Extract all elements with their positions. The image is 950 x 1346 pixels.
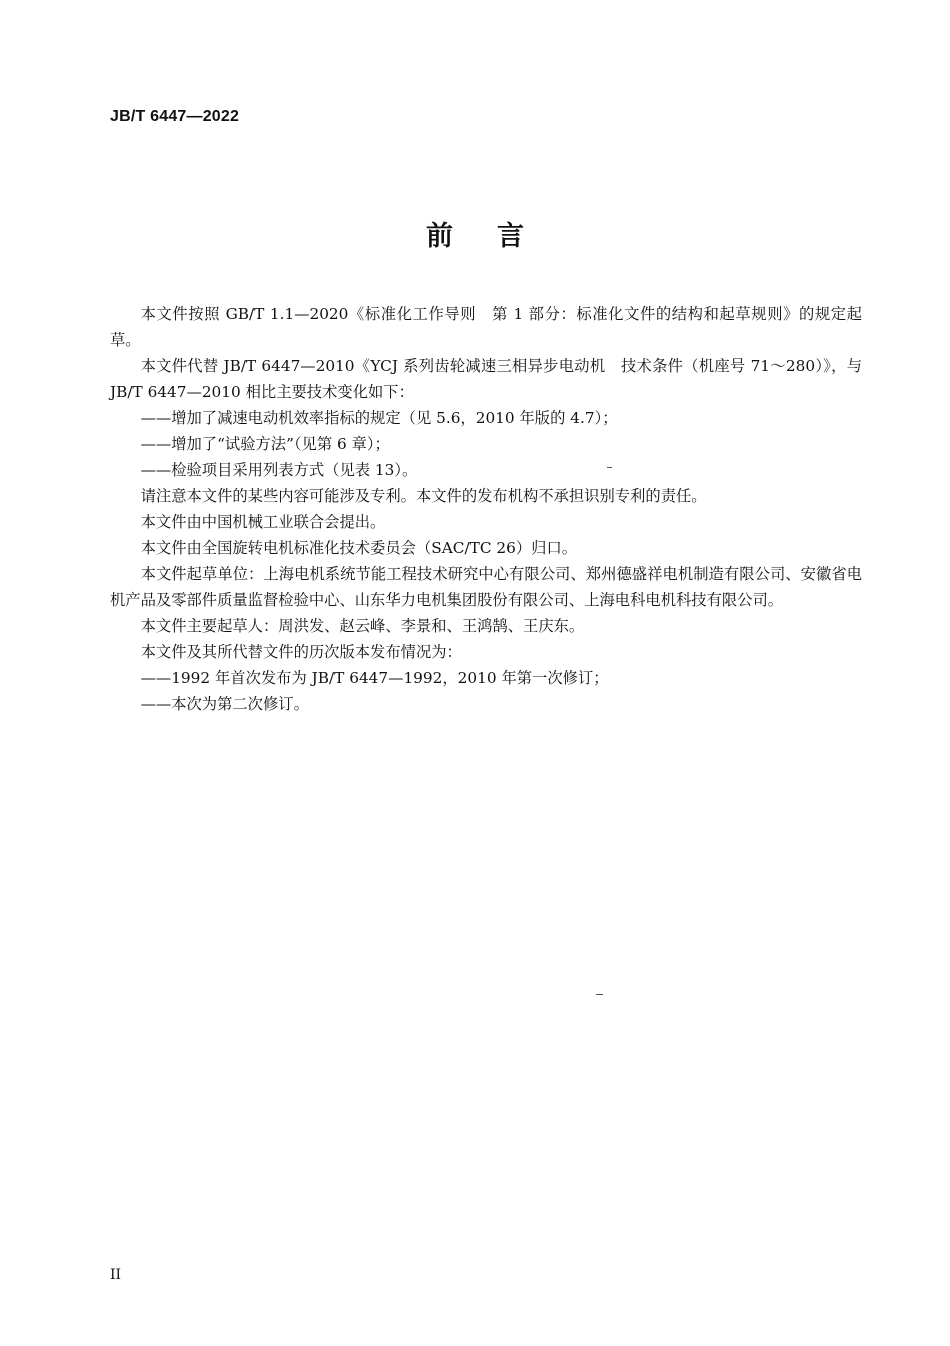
history-item-1992: ——1992 年首次发布为 JB/T 6447—1992，2010 年第一次修订； <box>140 669 609 687</box>
paragraph-replaces: 本文件代替 JB/T 6447—2010《YCJ 系列齿轮减速三相异步电动机 技术条件（机座号 71～280）》，与 JB/T 6447—2010 相比主要技术变化如下： <box>110 357 862 401</box>
paragraph-patent-notice: 请注意本文件的某些内容可能涉及专利。本文件的发布机构不承担识别专利的责任。 <box>140 487 707 505</box>
paragraph-centralized-by: 本文件由全国旋转电机标准化技术委员会（SAC/TC 26）归口。 <box>140 539 578 557</box>
change-item-test-methods: ——增加了“试验方法”（见第 6 章）； <box>140 435 390 453</box>
paragraph-drafting-basis: 本文件按照 GB/T 1.1—2020《标准化工作导则 第 1 部分：标准化文件的结构和起草规则》的规定起草。 <box>110 305 862 349</box>
document-body <box>110 301 862 717</box>
paragraph-drafting-units: 本文件起草单位：上海电机系统节能工程技术研究中心有限公司、郑州德盛祥电机制造有限公司、安徽省电机产品及零部件质量监督检验中心、山东华力电机集团股份有限公司、上海电科电机科技有限公司。 <box>110 565 862 609</box>
scan-speck <box>596 994 603 995</box>
change-item-inspection: ——检验项目采用列表方式（见表 13）。 <box>140 461 418 479</box>
page-title: 前言 <box>426 221 568 252</box>
paragraph-version-history: 本文件及其所代替文件的历次版本发布情况为： <box>140 643 462 661</box>
change-item-efficiency: ——增加了减速电动机效率指标的规定（见 5.6，2010 年版的 4.7）； <box>140 409 618 427</box>
history-item-current: ——本次为第二次修订。 <box>140 695 309 713</box>
page-number: II <box>110 1267 122 1283</box>
paragraph-proposed-by: 本文件由中国机械工业联合会提出。 <box>140 513 386 531</box>
scan-speck <box>607 467 612 468</box>
paragraph-drafters: 本文件主要起草人：周洪发、赵云峰、李景和、王鸿鹄、王庆东。 <box>140 617 585 635</box>
standard-code: JB/T 6447—2022 <box>110 108 240 125</box>
